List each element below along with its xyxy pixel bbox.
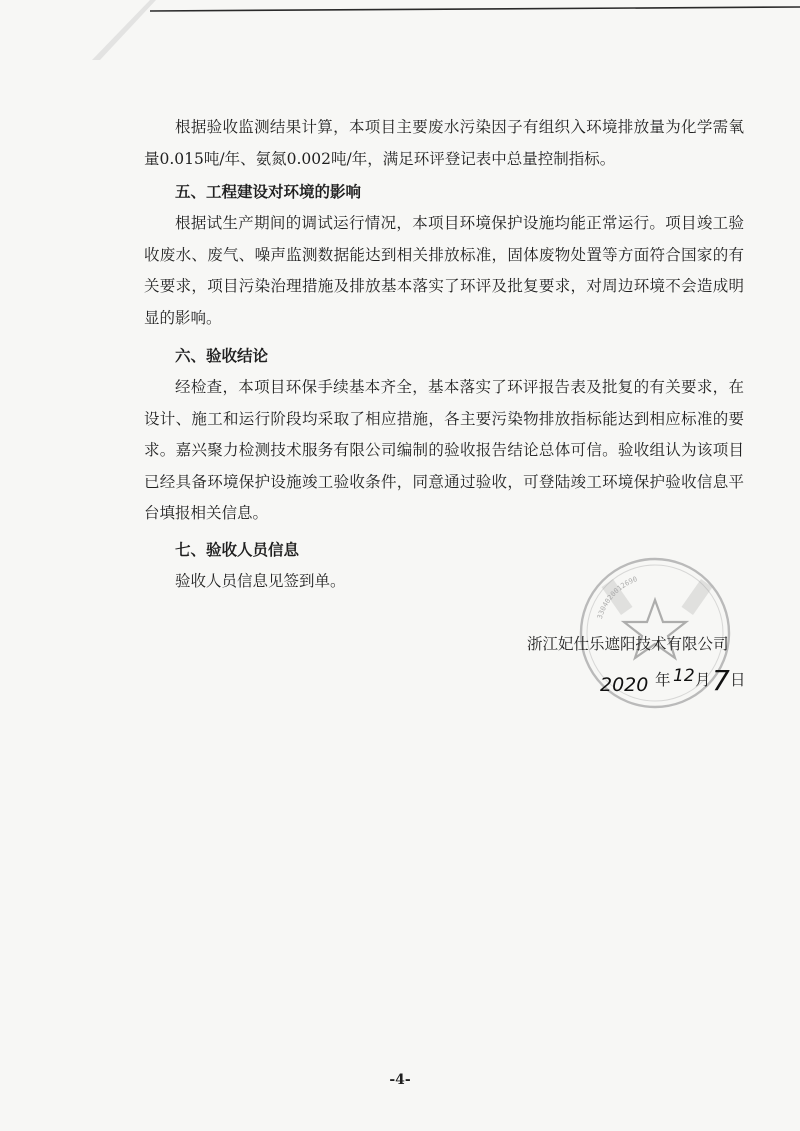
heading-personnel: 七、验收人员信息 [175, 540, 300, 559]
heading-environment-impact: 五、工程建设对环境的影响 [175, 182, 362, 201]
heading-conclusion: 六、验收结论 [175, 346, 269, 365]
year-char: 年 [655, 671, 671, 689]
company-name: 浙江妃仕乐遮阳技术有限公司 [527, 635, 729, 653]
paragraph-trial-operation: 根据试生产期间的调试运行情况，本项目环境保护设施均能正常运行。项目竣工验收废水、废气、噪声监测数据能达到相关排放标准，固体废物处置等方面符合国家的有关要求，项目污染治理措施及排放基本落实了环评及批复要求，对周边环境不会造成明显的影响。 [144, 214, 744, 327]
handwritten-day: 7 [712, 664, 730, 697]
scan-edge-shadow [0, 0, 800, 60]
day-char: 日 [730, 671, 746, 689]
paragraph-emissions: 根据验收监测结果计算，本项目主要废水污染因子有组织入环境排放量为化学需氧量0.015吨/年、氨氮0.002吨/年，满足环评登记表中总量控制指标。 [144, 118, 744, 168]
handwritten-year: 2020 [600, 674, 649, 696]
signature-date [600, 662, 750, 706]
svg-text:3304020012690: 3304020012690 [595, 575, 639, 620]
month-char: 月 [695, 671, 711, 689]
page-number: -4- [389, 1072, 411, 1088]
paragraph-conclusion: 经检查，本项目环保手续基本齐全，基本落实了环评报告表及批复的有关要求，在设计、施工和运行阶段均采取了相应措施，各主要污染物排放指标能达到相应标准的要求。嘉兴聚力检测技术服务有限公司编制的验收报告结论总体可信。验收组认为该项目已经具备环境保护设施竣工验收条件，同意通过验收，可登陆竣工环境保护验收信息平台填报相关信息。 [144, 378, 744, 522]
paragraph-personnel: 验收人员信息见签到单。 [175, 572, 346, 590]
handwritten-month: 12 [673, 666, 695, 686]
